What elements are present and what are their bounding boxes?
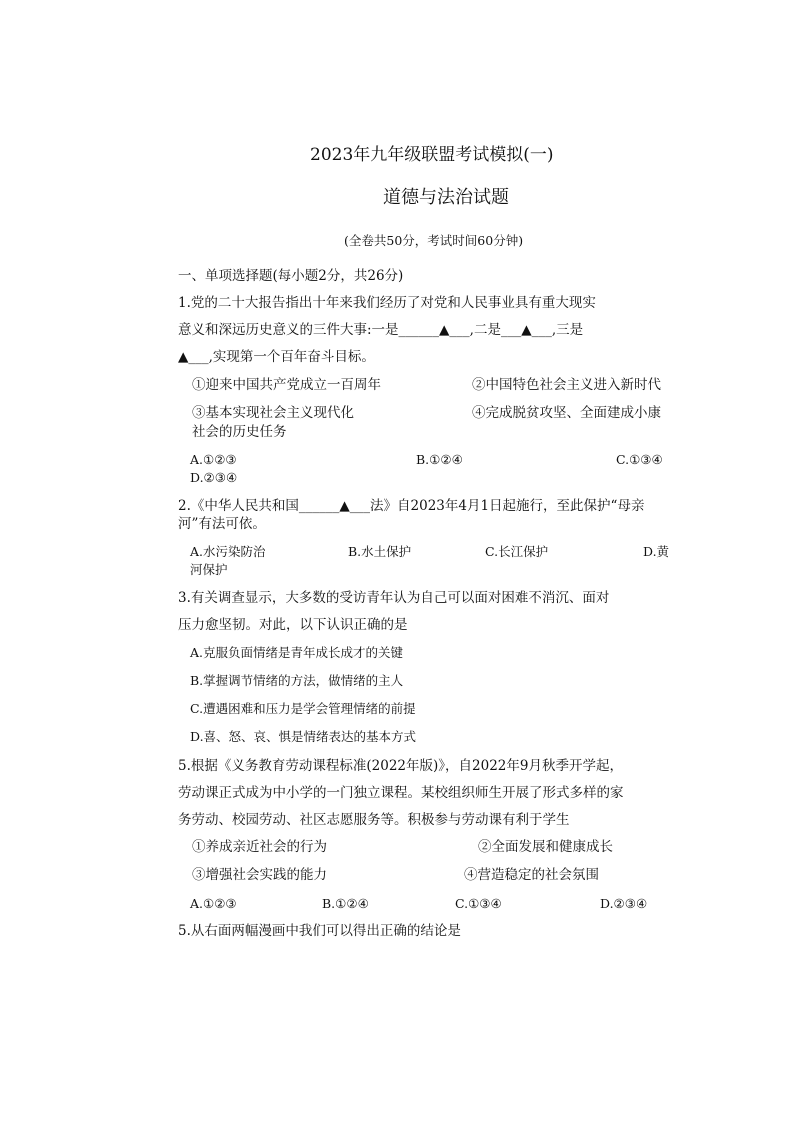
q2-option-d-cont: 河保护 xyxy=(190,562,228,577)
q3-option-a: A.克服负面情绪是青年成长成才的关键 xyxy=(190,645,404,660)
q1-line3: ▲___,实现第一个百年奋斗目标。 xyxy=(178,349,375,365)
q2-option-a: A.水污染防治 xyxy=(190,544,266,559)
q1-item1: ①迎来中国共产党成立一百周年 xyxy=(192,377,381,393)
q5-line1: 5.根据《义务教育劳动课程标准(2022年版)》，自2022年9月秋季开学起， xyxy=(178,758,623,774)
q3-line2: 压力愈坚韧。对此，以下认识正确的是 xyxy=(178,617,408,633)
q5-option-b: B.①②④ xyxy=(322,896,369,911)
exam-subtitle: 道德与法治试题 xyxy=(383,187,509,208)
q3-line1: 3.有关调查显示，大多数的受访青年认为自己可以面对困难不消沉、面对 xyxy=(178,590,610,606)
q5-item1: ①养成亲近社会的行为 xyxy=(192,839,327,855)
q1-item4: ④完成脱贫攻坚、全面建成小康 xyxy=(472,405,661,421)
q3-option-b: B.掌握调节情绪的方法，做情绪的主人 xyxy=(190,673,404,688)
q5-line3: 务劳动、校园劳动、社区志愿服务等。积极参与劳动课有利于学生 xyxy=(178,812,570,828)
q3-option-c: C.遭遇困难和压力是学会管理情绪的前提 xyxy=(190,701,416,716)
q1-option-c: C.①③④ xyxy=(616,452,663,467)
q5-line2: 劳动课正式成为中小学的一门独立课程。某校组织师生开展了形式多样的家 xyxy=(178,785,624,801)
q1-item2: ②中国特色社会主义进入新时代 xyxy=(472,377,661,393)
q1-line2: 意义和深远历史意义的三件大事:一是______▲___,二是___▲___,三是 xyxy=(178,322,584,338)
q5-option-a: A.①②③ xyxy=(190,896,237,911)
q5-item4: ④营造稳定的社会氛围 xyxy=(464,867,599,883)
q2-option-c: C.长江保护 xyxy=(485,544,549,559)
q1-line1: 1.党的二十大报告指出十年来我们经历了对党和人民事业具有重大现实 xyxy=(178,295,596,311)
q1-option-b: B.①②④ xyxy=(416,452,463,467)
q5-option-c: C.①③④ xyxy=(455,896,502,911)
q3-option-d: D.喜、怒、哀、惧是情绪表达的基本方式 xyxy=(190,729,417,744)
q1-item4-cont: 社会的历史任务 xyxy=(192,424,287,440)
section-heading: 一、单项选择题(每小题2分，共26分) xyxy=(178,268,404,284)
q5-option-d: D.②③④ xyxy=(600,896,648,911)
exam-title: 2023年九年级联盟考试模拟(一) xyxy=(310,145,554,165)
exam-note: (全卷共50分，考试时间60分钟) xyxy=(344,233,524,248)
q2-line1: 2.《中华人民共和国______▲___法》自2023年4月1日起施行，至此保护“母亲 xyxy=(178,498,645,514)
q5-item2: ②全面发展和健康成长 xyxy=(478,839,613,855)
q2-option-d: D.黄 xyxy=(643,544,670,559)
q2-option-b: B.水土保护 xyxy=(348,544,412,559)
q1-option-a: A.①②③ xyxy=(190,452,237,467)
q5b-line1: 5.从右面两幅漫画中我们可以得出正确的结论是 xyxy=(178,923,461,939)
q1-item3: ③基本实现社会主义现代化 xyxy=(192,405,354,421)
q2-line2: 河”有法可依。 xyxy=(178,516,266,532)
q1-option-d: D.②③④ xyxy=(190,470,238,485)
q5-item3: ③增强社会实践的能力 xyxy=(192,867,327,883)
